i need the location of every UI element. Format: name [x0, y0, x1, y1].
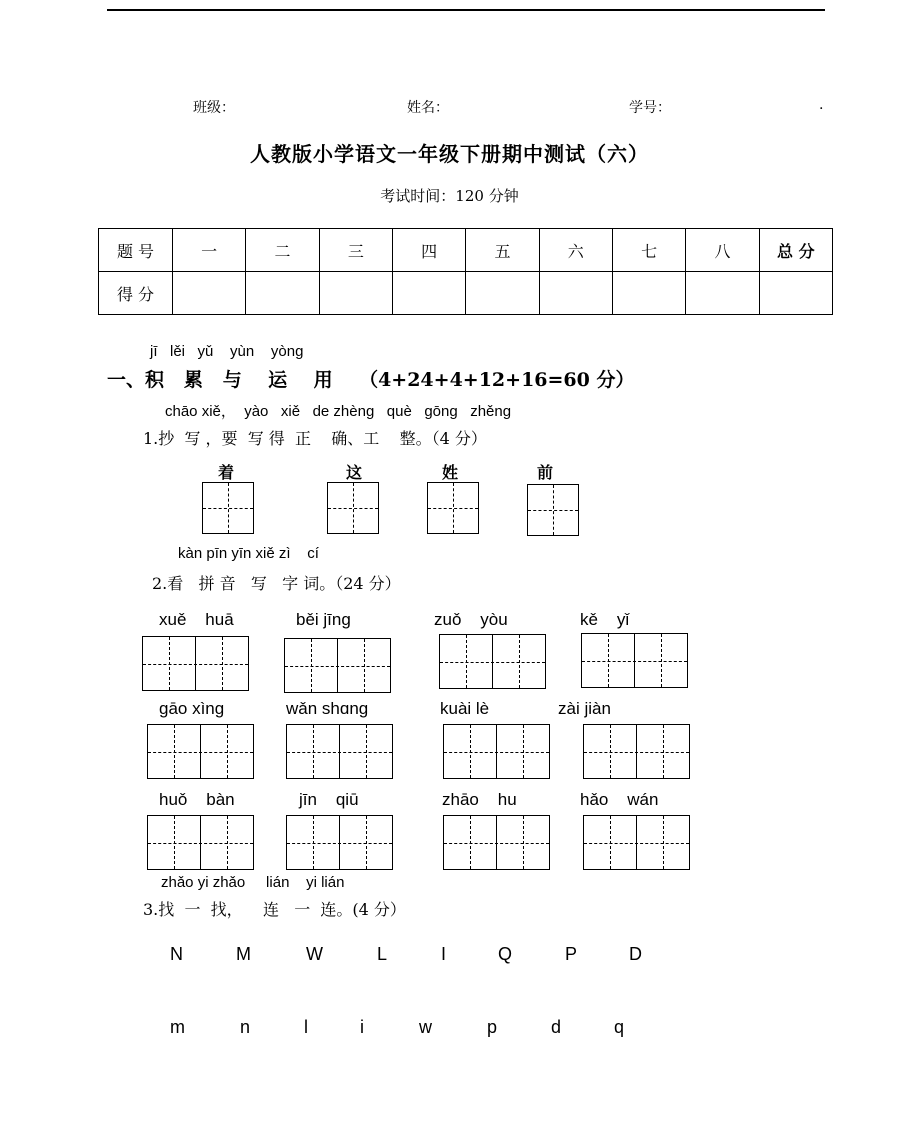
lowercase-letter: q [614, 1017, 625, 1037]
word-box[interactable] [142, 636, 249, 691]
q1-text: 1.抄 写 ，要 写 得 正 确、工 整。（4 分） [143, 429, 487, 448]
student-number-label: 学号： [629, 100, 671, 116]
q1-char: 着 [218, 463, 235, 482]
word-pinyin: xuě huā [159, 610, 234, 629]
lowercase-letter: l [304, 1017, 308, 1037]
writing-box[interactable] [527, 484, 579, 536]
score-cell[interactable] [246, 272, 319, 315]
uppercase-letter: Q [498, 944, 513, 964]
word-pinyin: huǒ bàn [159, 790, 235, 809]
word-box[interactable] [284, 638, 391, 693]
score-header-cell: 五 [466, 229, 539, 272]
name-label: 姓名： [407, 100, 449, 116]
score-header-cell: 三 [319, 229, 392, 272]
score-cell[interactable] [686, 272, 759, 315]
score-header-cell: 一 [173, 229, 246, 272]
score-header-total: 总 分 [759, 229, 832, 272]
uppercase-letter: D [629, 944, 642, 964]
word-pinyin: wǎn shɑng [286, 699, 369, 718]
lowercase-letter: d [551, 1017, 562, 1037]
q1-char: 这 [346, 463, 363, 482]
score-header-cell: 题 号 [99, 229, 173, 272]
writing-box[interactable] [327, 482, 379, 534]
word-pinyin: kě yǐ [580, 610, 630, 629]
q3-text: 3.找 一 找， 连 一 连。(4 分） [143, 900, 406, 919]
score-table-header-row [99, 229, 833, 272]
uppercase-letter: L [377, 944, 388, 964]
writing-box[interactable] [202, 482, 254, 534]
word-box[interactable] [583, 724, 690, 779]
lowercase-letter: m [170, 1017, 185, 1037]
writing-box[interactable] [427, 482, 479, 534]
header-dot: . [819, 97, 824, 113]
score-header-cell: 二 [246, 229, 319, 272]
q2-text: 2.看 拼 音 写 字 词。（24 分） [152, 574, 401, 593]
word-pinyin: hǎo wán [580, 790, 659, 809]
score-header-cell: 七 [612, 229, 685, 272]
word-box[interactable] [147, 724, 254, 779]
score-table-score-row [99, 272, 833, 315]
word-box[interactable] [286, 724, 393, 779]
word-pinyin: kuài lè [440, 699, 490, 718]
score-cell[interactable] [466, 272, 539, 315]
word-pinyin: zhāo hu [442, 790, 517, 809]
q1-char: 姓 [442, 463, 459, 482]
score-cell[interactable] [319, 272, 392, 315]
score-header-cell: 六 [539, 229, 612, 272]
top-rule [107, 9, 825, 11]
score-cell[interactable] [759, 272, 832, 315]
class-label: 班级： [193, 100, 235, 116]
lowercase-letter: p [487, 1017, 498, 1037]
word-box[interactable] [443, 815, 550, 870]
uppercase-letter: I [441, 944, 447, 964]
section1-pinyin: jī lěi yǔ yùn yòng [150, 343, 304, 360]
score-cell[interactable] [539, 272, 612, 315]
section1-title: 一、积 累 与 运 用 （4+24+4+12+16=60 分） [107, 369, 635, 391]
word-pinyin: běi jīng [296, 610, 351, 629]
word-box[interactable] [583, 815, 690, 870]
score-header-cell: 八 [686, 229, 759, 272]
score-cell[interactable] [173, 272, 246, 315]
word-box[interactable] [286, 815, 393, 870]
lowercase-letter: w [419, 1017, 432, 1037]
uppercase-letter: P [565, 944, 578, 964]
q1-char: 前 [537, 463, 554, 482]
score-header-cell: 四 [392, 229, 465, 272]
uppercase-letter: N [170, 944, 183, 964]
q1-pinyin: chāo xiě， yào xiě de zhèng què gōng zhěng [165, 403, 512, 420]
word-pinyin: gāo xìng [159, 699, 225, 718]
word-pinyin: zuǒ yòu [434, 610, 508, 629]
q3-pinyin: zhǎo yi zhǎo lián yi lián [161, 874, 345, 891]
word-pinyin: jīn qiū [299, 790, 359, 809]
word-pinyin: zài jiàn [558, 699, 611, 718]
uppercase-letter: W [306, 944, 323, 964]
word-box[interactable] [147, 815, 254, 870]
word-box[interactable] [443, 724, 550, 779]
uppercase-letter: M [236, 944, 251, 964]
word-box[interactable] [581, 633, 688, 688]
score-cell[interactable] [612, 272, 685, 315]
word-box[interactable] [439, 634, 546, 689]
lowercase-letter: i [360, 1017, 364, 1037]
page-title: 人教版小学语文一年级下册期中测试（六） [250, 142, 649, 166]
score-table [98, 228, 833, 315]
score-row-label: 得 分 [99, 272, 173, 315]
lowercase-letter: n [240, 1017, 251, 1037]
score-cell[interactable] [392, 272, 465, 315]
q2-pinyin: kàn pīn yīn xiě zì cí [178, 545, 319, 562]
exam-time: 考试时间：120 分钟 [380, 187, 519, 205]
